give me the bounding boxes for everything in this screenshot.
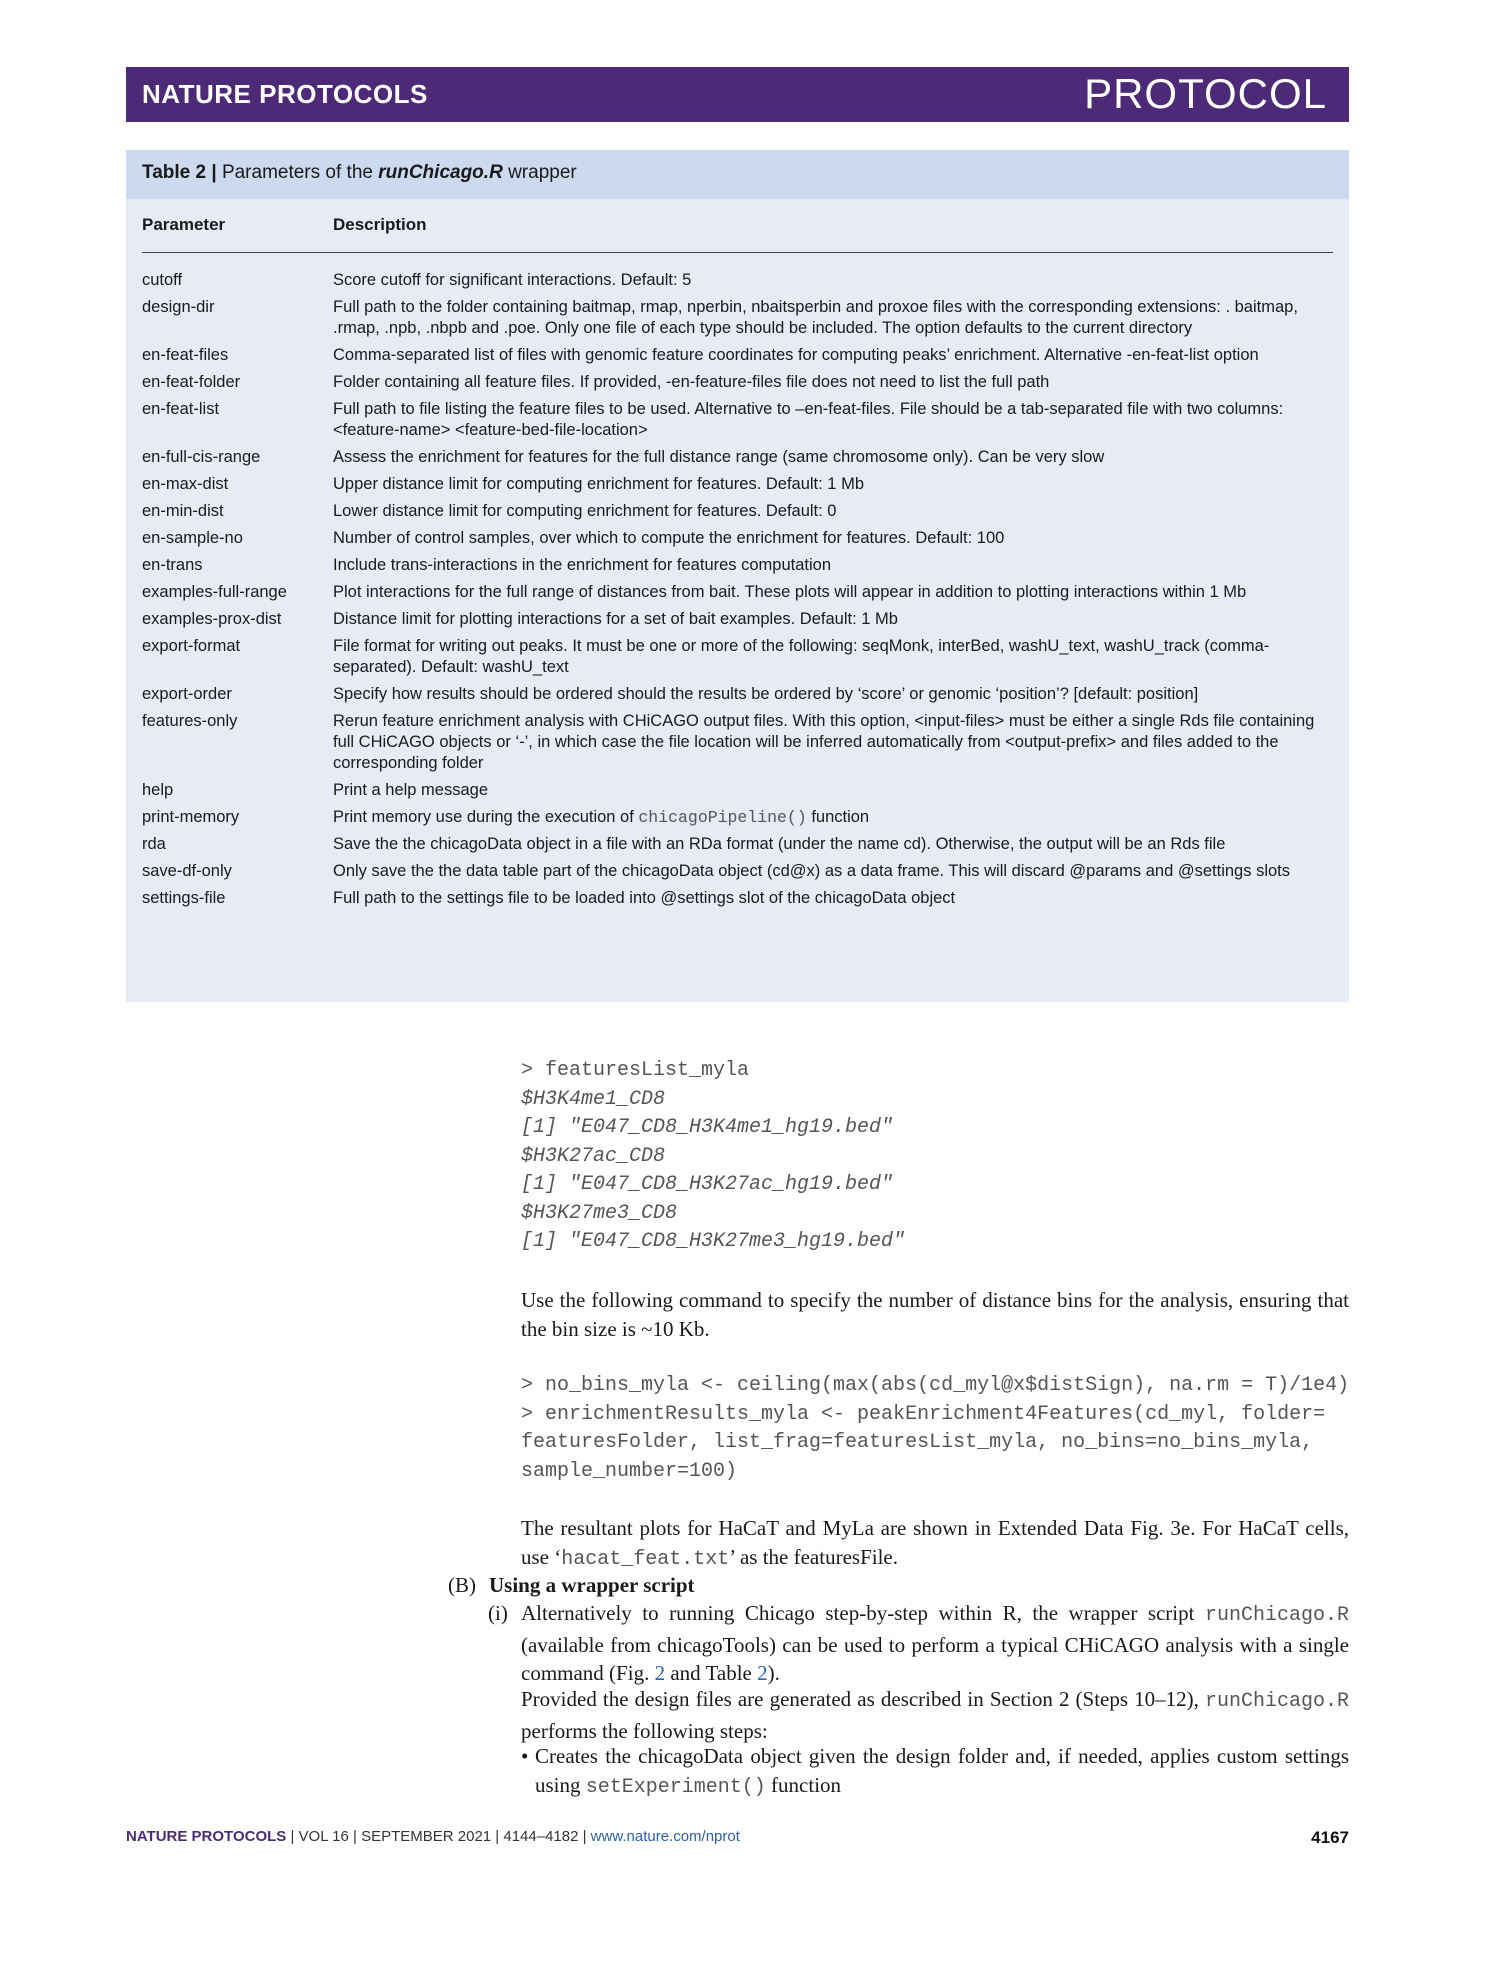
table-row (126, 297, 1349, 339)
table-row (126, 780, 1349, 801)
parameter-name: en-feat-list (142, 400, 220, 418)
parameter-name: en-sample-no (142, 529, 243, 547)
code-line: $H3K4me1_CD8 (521, 1087, 666, 1111)
table-row (126, 807, 1349, 828)
item-i-label: (i) (488, 1601, 508, 1625)
code-line: [1] "E047_CD8_H3K4me1_hg19.bed" (521, 1116, 894, 1139)
table-row (126, 501, 1349, 522)
table-row (126, 609, 1349, 630)
item-i-text: Alternatively to running Chicago step-by-step within R, the wrapper script runChicago.R (available from chicagoTools) can be used to perform a typical CHiCAGO analysis with a single command (Fig. 2 and Table 2). (521, 1601, 1349, 1685)
parameter-description: Only save the the data table part of the chicagoData object (cd@x) as a data frame. This will discard @params and @settings slots (333, 862, 1290, 880)
section-b-label: (B) (448, 1573, 476, 1597)
parameter-name: print-memory (142, 808, 240, 826)
parameter-name: en-max-dist (142, 475, 229, 493)
paragraph-resultant-plots: The resultant plots for HaCaT and MyLa are shown in Extended Data Fig. 3e. For HaCaT cells, use ‘hacat_feat.txt’ as the featuresFile. (521, 1516, 1349, 1571)
table-row (126, 711, 1349, 774)
column-header-parameter: Parameter (142, 215, 226, 234)
parameter-description: Upper distance limit for computing enrichment for features. Default: 1 Mb (333, 475, 864, 493)
parameter-description: Distance limit for plotting interactions for a set of bait examples. Default: 1 Mb (333, 610, 898, 628)
parameter-description: Rerun feature enrichment analysis with CHiCAGO output files. With this option, <input-files> must be either a single Rds file containing full CHiCAGO objects or ‘-’, in which case the file location will be inferred automatically from <output-prefix> and files added to the corresponding folder (333, 712, 1315, 772)
parameter-description: Include trans-interactions in the enrichment for features computation (333, 556, 832, 574)
parameter-description: File format for writing out peaks. It must be one or more of the following: seqMonk, interBed, washU_text, washU_track (comma-separated). Default: washU_text (333, 637, 1270, 676)
table-row (126, 582, 1349, 603)
table-row (126, 345, 1349, 366)
parameter-name: features-only (142, 712, 238, 730)
table-body (126, 270, 1349, 915)
code-line: sample_number=100) (521, 1459, 738, 1483)
parameter-description: Print a help message (333, 781, 489, 799)
parameter-name: settings-file (142, 889, 226, 907)
code-line: $H3K27ac_CD8 (521, 1144, 666, 1168)
table-title: Table 2 | Parameters of the runChicago.R wrapper (142, 162, 577, 183)
parameter-description: Lower distance limit for computing enrichment for features. Default: 0 (333, 502, 837, 520)
parameter-description: Full path to file listing the feature files to be used. Alternative to –en-feat-files. File should be a tab-separated file with two columns: <feature-name> <feature-bed-file-location> (333, 400, 1284, 439)
code-line: $H3K27me3_CD8 (521, 1201, 678, 1225)
parameter-name: export-format (142, 637, 241, 655)
article-type: PROTOCOL (1084, 70, 1327, 117)
code-line: > no_bins_myla <- ceiling(max(abs(cd_myl@x$distSign), na.rm = T)/1e4) (521, 1374, 1350, 1397)
paragraph-bins: Use the following command to specify the number of distance bins for the analysis, ensuring that the bin size is ~10 Kb. (521, 1288, 1349, 1341)
header-rule (142, 252, 1333, 253)
table-row (126, 474, 1349, 495)
table-row (126, 270, 1349, 291)
footer-url-link[interactable]: www.nature.com/nprot (590, 1828, 740, 1845)
page-number: 4167 (1311, 1828, 1349, 1847)
table-row (126, 447, 1349, 468)
parameter-description: Full path to the settings file to be loaded into @settings slot of the chicagoData object (333, 889, 956, 907)
parameter-name: cutoff (142, 271, 183, 289)
journal-header-bar (126, 67, 1349, 122)
code-line: > enrichmentResults_myla <- peakEnrichment4Features(cd_myl, folder= (521, 1402, 1326, 1426)
parameter-name: en-min-dist (142, 502, 224, 520)
parameter-description: Save the the chicagoData object in a file with an RDa format (under the name cd). Otherwise, the output will be an Rds file (333, 835, 1226, 853)
table-row (126, 684, 1349, 705)
parameter-name: examples-prox-dist (142, 610, 282, 628)
parameter-description: Comma-separated list of files with genomic feature coordinates for computing peaks’ enrichment. Alternative -en-feat-list option (333, 346, 1259, 364)
code-line: > featuresList_myla (521, 1059, 750, 1082)
table-link[interactable]: 2 (757, 1661, 768, 1685)
table-row (126, 399, 1349, 441)
parameter-name: en-feat-files (142, 346, 229, 364)
parameter-name: export-order (142, 685, 232, 703)
parameter-name: examples-full-range (142, 583, 287, 601)
parameter-description: Full path to the folder containing baitmap, rmap, nperbin, nbaitsperbin and proxoe files with the corresponding extensions: . baitmap, .rmap, .npb, .nbpb and .poe. Only one file of each type should be included. The option defaults to the current directory (333, 298, 1298, 337)
code-line: [1] "E047_CD8_H3K27ac_hg19.bed" (521, 1173, 894, 1196)
parameter-description: Print memory use during the execution of chicagoPipeline() function (333, 808, 870, 827)
table-row (126, 861, 1349, 882)
code-line: featuresFolder, list_frag=featuresList_myla, no_bins=no_bins_myla, (521, 1431, 1314, 1454)
footer-journal: NATURE PROTOCOLS (126, 1828, 287, 1845)
table-title-bar (126, 150, 1349, 199)
journal-name: NATURE PROTOCOLS (142, 79, 428, 109)
table-row (126, 888, 1349, 909)
parameter-description: Specify how results should be ordered should the results be ordered by ‘score’ or genomic ‘position’? [default: position] (333, 685, 1199, 703)
code-block-features-list (521, 1057, 905, 1257)
table-row (126, 834, 1349, 855)
item-i-steps-intro: Provided the design files are generated as described in Section 2 (Steps 10–12), runChicago.R performs the following steps: (521, 1687, 1349, 1743)
parameter-name: en-trans (142, 556, 203, 574)
parameter-name: design-dir (142, 298, 215, 316)
table-row (126, 636, 1349, 678)
code-line: [1] "E047_CD8_H3K27me3_hg19.bed" (521, 1230, 906, 1253)
parameter-name: en-full-cis-range (142, 448, 261, 466)
section-b-title: Using a wrapper script (489, 1573, 695, 1597)
parameter-name: en-feat-folder (142, 373, 241, 391)
column-header-description: Description (333, 215, 427, 234)
parameter-description: Assess the enrichment for features for the full distance range (same chromosome only). Can be very slow (333, 448, 1105, 466)
table-row (126, 528, 1349, 549)
code-block-enrichment (521, 1372, 1349, 1486)
parameter-description: Folder containing all feature files. If provided, -en-feature-files file does not need to list the full path (333, 373, 1050, 391)
bullet-create-chicagodata: Creates the chicagoData object given the design folder and, if needed, applies custom settings using setExperiment() function (535, 1744, 1349, 1799)
bullet-marker: • (521, 1744, 529, 1768)
parameters-table (126, 150, 1349, 1002)
parameter-name: save-df-only (142, 862, 232, 880)
parameter-name: rda (142, 835, 166, 853)
parameter-description: Number of control samples, over which to compute the enrichment for features. Default: 100 (333, 529, 1005, 547)
figure-link[interactable]: 2 (654, 1661, 666, 1685)
table-row (126, 555, 1349, 576)
parameter-description: Score cutoff for significant interactions. Default: 5 (333, 271, 692, 289)
page-footer (126, 1828, 1349, 1845)
table-row (126, 372, 1349, 393)
footer-issue: | VOL 16 | SEPTEMBER 2021 | 4144–4182 | (286, 1828, 591, 1845)
parameter-name: help (142, 781, 174, 799)
parameter-description: Plot interactions for the full range of distances from bait. These plots will appear in addition to plotting interactions within 1 Mb (333, 583, 1247, 601)
